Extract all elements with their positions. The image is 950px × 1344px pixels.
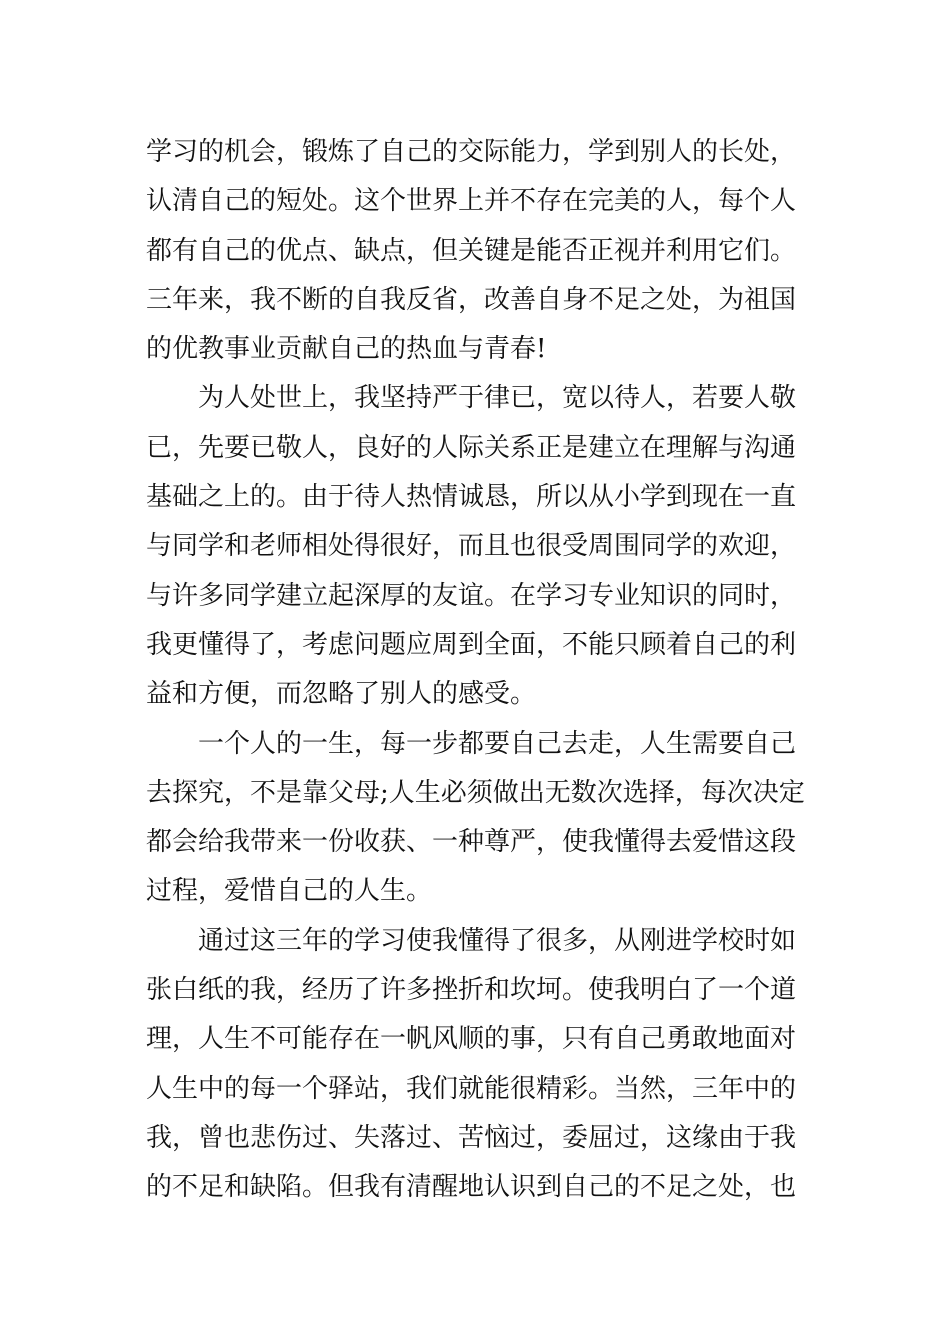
text-line: 三年来，我不断的自我反省，改善自身不足之处，为祖国 bbox=[146, 284, 797, 315]
text-line: 我，曾也悲伤过、失落过、苦恼过，委屈过，这缘由于我 bbox=[146, 1122, 797, 1153]
text-line: 理，人生不可能存在一帆风顺的事，只有自己勇敢地面对 bbox=[146, 1024, 797, 1055]
text-line: 已，先要已敬人，良好的人际关系正是建立在理解与沟通 bbox=[146, 432, 797, 463]
text-line: 认清自己的短处。这个世界上并不存在完美的人，每个人 bbox=[146, 186, 797, 217]
text-line: 基础之上的。由于待人热情诚恳，所以从小学到现在一直 bbox=[146, 482, 797, 513]
text-line: 与同学和老师相处得很好，而且也很受周围同学的欢迎， bbox=[146, 531, 797, 562]
text-line: 人生中的每一个驿站，我们就能很精彩。当然，三年中的 bbox=[146, 1073, 797, 1104]
text-line: 张白纸的我，经历了许多挫折和坎坷。使我明白了一个道 bbox=[146, 975, 797, 1006]
text-line: 通过这三年的学习使我懂得了很多，从刚进学校时如 bbox=[198, 925, 797, 956]
text-line: 都有自己的优点、缺点，但关键是能否正视并利用它们。 bbox=[146, 235, 797, 266]
text-line: 我更懂得了，考虑问题应周到全面，不能只顾着自己的利 bbox=[146, 629, 797, 660]
text-line: 去探究，不是靠父母;人生必须做出无数次选择，每次决定 bbox=[146, 777, 805, 808]
text-line: 一个人的一生，每一步都要自己去走，人生需要自己 bbox=[198, 728, 797, 759]
text-line: 与许多同学建立起深厚的友谊。在学习专业知识的同时， bbox=[146, 580, 797, 611]
text-line: 学习的机会，锻炼了自己的交际能力，学到别人的长处， bbox=[146, 137, 797, 167]
text-line: 都会给我带来一份收获、一种尊严，使我懂得去爱惜这段 bbox=[146, 827, 797, 858]
text-line: 的优教事业贡献自己的热血与青春! bbox=[146, 334, 547, 365]
text-line: 为人处世上，我坚持严于律已，宽以待人，若要人敬 bbox=[198, 383, 797, 414]
text-line: 益和方便，而忽略了别人的感受。 bbox=[146, 679, 537, 710]
text-line: 的不足和缺陷。但我有清醒地认识到自己的不足之处，也 bbox=[146, 1172, 797, 1203]
body-text bbox=[146, 128, 816, 1213]
text-line: 过程，爱惜自己的人生。 bbox=[146, 876, 433, 907]
